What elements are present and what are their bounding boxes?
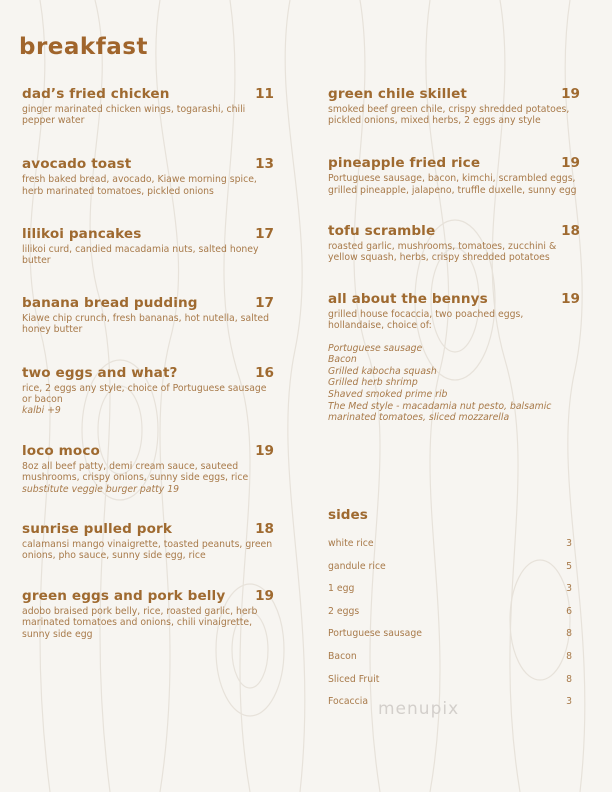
side-item bbox=[328, 538, 572, 561]
item-name: sunrise pulled pork bbox=[22, 520, 172, 537]
item-description: ginger marinated chicken wings, togarashi, chili pepper water bbox=[22, 104, 246, 127]
sides-heading: sides bbox=[328, 507, 368, 523]
item-description: 8oz all beef patty, demi cream sauce, sauteed mushrooms, crispy onions, sunny side eggs, rice bbox=[22, 461, 249, 484]
side-price: 8 bbox=[566, 628, 572, 640]
item-name: avocado toast bbox=[22, 156, 132, 173]
item-price: 18 bbox=[255, 520, 274, 537]
side-item bbox=[328, 583, 572, 606]
item-name: green eggs and pork belly bbox=[22, 588, 226, 605]
menu-item bbox=[328, 223, 580, 263]
menu-item bbox=[22, 443, 274, 495]
item-description: smoked beef green chile, crispy shredded potatoes, pickled onions, mixed herbs, 2 eggs any style bbox=[328, 104, 570, 127]
sides-list bbox=[328, 538, 572, 719]
item-price: 19 bbox=[255, 588, 274, 605]
item-description: rice, 2 eggs any style, choice of Portuguese sausage or bacon bbox=[22, 382, 267, 405]
choice-item: Shaved smoked prime rib bbox=[328, 389, 448, 400]
item-description: roasted garlic, mushrooms, tomatoes, zucchini & yellow squash, herbs, crispy shredded potatoes bbox=[328, 240, 557, 264]
item-note: substitute veggie burger patty 19 bbox=[22, 483, 180, 495]
menu-item bbox=[328, 155, 580, 195]
item-price: 17 bbox=[255, 295, 274, 312]
side-price: 3 bbox=[566, 696, 572, 708]
item-name: all about the bennys bbox=[328, 291, 488, 308]
menu-item bbox=[22, 156, 274, 196]
item-description: lilikoi curd, candied macadamia nuts, salted honey butter bbox=[22, 243, 259, 267]
menu-item bbox=[22, 86, 274, 126]
side-price: 8 bbox=[566, 673, 572, 685]
choice-item: Grilled herb shrimp bbox=[328, 377, 418, 389]
item-name: loco moco bbox=[22, 443, 100, 460]
item-name: banana bread pudding bbox=[22, 295, 198, 312]
side-name: 1 egg bbox=[328, 583, 355, 595]
item-name: green chile skillet bbox=[328, 86, 468, 102]
choice-list bbox=[328, 343, 580, 424]
item-name: two eggs and what? bbox=[22, 364, 178, 381]
item-price: 18 bbox=[561, 222, 580, 239]
right-column bbox=[328, 86, 580, 424]
item-description: Kiawe chip crunch, fresh bananas, hot nutella, salted honey butter bbox=[22, 313, 270, 336]
item-name: dad’s fried chicken bbox=[22, 86, 170, 102]
item-price: 16 bbox=[255, 364, 274, 381]
menu-item bbox=[22, 365, 274, 417]
side-item bbox=[328, 606, 572, 629]
item-price: 13 bbox=[255, 156, 274, 173]
item-price: 11 bbox=[255, 86, 274, 102]
side-item bbox=[328, 674, 572, 697]
side-name: Sliced Fruit bbox=[328, 673, 380, 685]
item-description: grilled house focaccia, two poached eggs, hollandaise, choice of: bbox=[328, 309, 524, 332]
watermark: menupix bbox=[378, 699, 460, 719]
choice-item: The Med style - macadamia nut pesto, balsamic marinated tomatoes, sliced mozzarella bbox=[328, 400, 552, 424]
item-price: 19 bbox=[561, 291, 580, 308]
item-price: 19 bbox=[255, 443, 274, 460]
side-price: 3 bbox=[566, 538, 572, 549]
side-price: 8 bbox=[566, 650, 572, 662]
menu-item bbox=[22, 521, 274, 561]
item-note: kalbi +9 bbox=[22, 405, 61, 417]
item-description: adobo braised pork belly, rice, roasted garlic, herb marinated tomatoes and onions, chili vinaigrette, sunny side egg bbox=[22, 606, 258, 640]
menu-item bbox=[328, 86, 580, 126]
item-price: 19 bbox=[561, 86, 580, 102]
side-item bbox=[328, 651, 572, 674]
left-column bbox=[22, 86, 274, 640]
item-description: Portuguese sausage, bacon, kimchi, scrambled eggs, grilled pineapple, jalapeno, truffle duxelle, sunny egg bbox=[328, 173, 577, 196]
choice-item: Bacon bbox=[328, 354, 357, 366]
side-item bbox=[328, 628, 572, 651]
side-name: 2 eggs bbox=[328, 605, 360, 617]
side-name: Portuguese sausage bbox=[328, 628, 422, 640]
choice-item: Portuguese sausage bbox=[328, 342, 423, 354]
side-name: white rice bbox=[328, 538, 374, 549]
side-price: 6 bbox=[566, 605, 572, 617]
menu-item bbox=[22, 588, 274, 640]
side-name: Bacon bbox=[328, 650, 357, 662]
item-name: tofu scramble bbox=[328, 222, 436, 239]
item-description: calamansi mango vinaigrette, toasted peanuts, green onions, pho sauce, sunny side egg, rice bbox=[22, 538, 273, 562]
side-price: 3 bbox=[566, 583, 572, 595]
menu-item-bennys bbox=[328, 291, 580, 424]
side-price: 5 bbox=[566, 560, 572, 572]
item-name: lilikoi pancakes bbox=[22, 225, 142, 242]
side-name: Focaccia bbox=[328, 696, 369, 708]
menu-item bbox=[22, 295, 274, 335]
menu-item bbox=[22, 226, 274, 266]
item-price: 17 bbox=[255, 225, 274, 242]
choice-item: Grilled kabocha squash bbox=[328, 365, 437, 377]
page-title: breakfast bbox=[19, 34, 148, 60]
side-name: gandule rice bbox=[328, 560, 386, 572]
side-item bbox=[328, 561, 572, 584]
item-price: 19 bbox=[561, 155, 580, 172]
item-description: fresh baked bread, avocado, Kiawe morning spice, herb marinated tomatoes, pickled onions bbox=[22, 174, 257, 197]
item-name: pineapple fried rice bbox=[328, 155, 481, 172]
